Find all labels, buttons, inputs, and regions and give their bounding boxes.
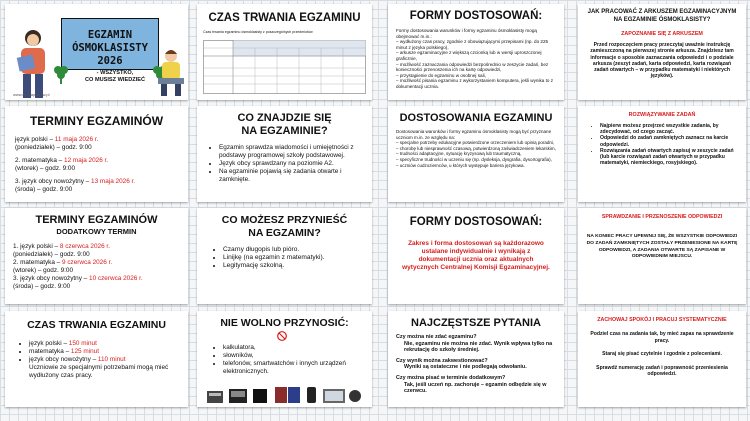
slide-title: CZAS TRWANIA EGZAMINU bbox=[27, 319, 166, 331]
person-illustration bbox=[9, 26, 59, 100]
slide-forms-2[interactable] bbox=[388, 208, 564, 304]
date-label: język polski – bbox=[15, 136, 55, 143]
slide-body: Dostosowania warunków i formy egzaminu ósmoklasisty mogą być przyznane uczniom m.in. ze względu na: – specjalne potrzeby edukacyjne potwierdzone orzeczeniem lub opinią poradni, – chorobę lub niesprawność czasową, potwierdzoną zaświadczeniem lekarskim, – trudności adaptacyjne, sytuację kryzysową lub traumatyczną, – specyficzne trudności w uczeniu się (np. dysleksja, dysgrafia, dysortografia), – uczniów cudzoziemców, u których występuje bariera językowa. bbox=[396, 129, 556, 168]
slide-extra-dates[interactable] bbox=[5, 208, 188, 304]
slide-list bbox=[213, 246, 364, 270]
date-label: 3. język obcy nowożytny – bbox=[15, 178, 92, 185]
list-item: • Legitymację szkolną. bbox=[223, 262, 364, 270]
poster-url[interactable]: www.nikolaplacew.pl bbox=[13, 92, 50, 97]
slide-body: Przed rozpoczęciem pracy przeczytaj uważnie instrukcję zamieszczoną na pierwszej stronie arkusza. Znajdziesz tam informacje o sposobie zaznaczania odpowiedzi i o podziale arkusza (zeszyt zadań, karta odpowiedzi, karta rozwiązań zadań otwartych – w przypadku matematyki i niektórych języków). bbox=[590, 42, 734, 80]
slide-title: NAJCZĘSTSZE PYTANIA bbox=[411, 317, 541, 329]
list-item: • matematyka – 125 minut bbox=[29, 348, 180, 356]
slide-title: TERMINY EGZAMINÓW DODATKOWY TERMIN bbox=[35, 214, 158, 236]
slide-title: NIE WOLNO PRZYNOSIĆ: bbox=[220, 317, 349, 329]
slide-title: CZAS TRWANIA EGZAMINU bbox=[208, 12, 361, 24]
slide-title: CO ZNAJDZIE SIĘ NA EGZAMINIE? bbox=[237, 112, 332, 137]
slide-body bbox=[13, 243, 180, 291]
faq-answer: Tak, jeśli uczeń np. zachoruje – egzamin odbędzie się w czerwcu. bbox=[404, 381, 547, 395]
student-illustration bbox=[155, 48, 187, 98]
slide-stay-calm[interactable] bbox=[578, 311, 746, 407]
slide-body: Zakres i forma dostosowań są każdorazowo ustalane indywidualnie i wynikają z dokumentacji ucznia oraz aktualnych wytycznych Centralnej Komisji Egzaminacyjnej. bbox=[402, 240, 550, 271]
poster-title: EGZAMIN ÓSMOKLASISTY 2026 bbox=[61, 18, 159, 70]
slide-note: Uczniowie ze specjalnymi potrzebami mogą mieć wydłużony czas pracy. bbox=[29, 364, 169, 379]
slide-duration[interactable] bbox=[5, 311, 188, 407]
list-item: • słowników, bbox=[223, 352, 360, 360]
slide-what-to-bring[interactable] bbox=[197, 208, 372, 304]
slide-list bbox=[590, 123, 738, 166]
date-detail: (środa) – godz. 9:00 bbox=[13, 283, 71, 290]
date-label: 1. język polski – bbox=[13, 243, 60, 250]
duration-table-image bbox=[203, 40, 366, 94]
date-value: 12 maja 2026 r. bbox=[64, 157, 109, 164]
date-value: 10 czerwca 2026 r. bbox=[89, 275, 143, 282]
slide-title: FORMY DOSTOSOWAŃ: bbox=[409, 10, 543, 22]
date-value: 11 maja 2026 r. bbox=[54, 136, 99, 143]
date-detail: (środa) – godz. 9:00 bbox=[15, 186, 73, 193]
slide-body: Podziel czas na zadania tak, by mieć zapas na sprawdzenie pracy. Staraj się pisać czytelnie i zgodnie z poleceniami. Sprawdź numerację zadań i poprawność przeniesienia odpowiedzi. bbox=[590, 331, 734, 378]
slide-question: JAK PRACOWAĆ Z ARKUSZEM EGZAMINACYJNYM NA EGZAMINIE ÓSMOKLASISTY? bbox=[587, 9, 737, 23]
date-detail: (poniedziałek) – godz. 9:00 bbox=[15, 144, 92, 151]
list-item: • kalkulatora, bbox=[223, 344, 360, 352]
date-detail: (wtorek) – godz. 9:00 bbox=[13, 267, 74, 274]
list-item: • Na egzaminie pojawią się zadania otwarte i zamknięte. bbox=[219, 168, 364, 184]
list-item: • Najpierw możesz przejrzeć wszystkie zadania, by zdecydować, od czego zacząć. bbox=[600, 123, 738, 135]
slide-title: CO MOŻESZ PRZYNIEŚĆ NA EGZAMIN? bbox=[221, 214, 348, 239]
list-item: • Egzamin sprawdza wiadomości i umiejętności z podstawy programowej szkoły podstawowej. bbox=[219, 144, 364, 160]
date-label: 2. matematyka – bbox=[13, 259, 63, 266]
slide-list bbox=[213, 344, 360, 376]
list-item: • język obcy nowożytny – 110 minut bbox=[29, 356, 180, 364]
slide-list bbox=[209, 144, 364, 184]
slide-adjustments[interactable] bbox=[388, 106, 564, 202]
slide-poster[interactable] bbox=[5, 4, 188, 100]
faq-answer: Wyniki są ostateczne i nie podlegają odwołaniu. bbox=[404, 364, 527, 371]
date-detail: (wtorek) – godz. 9:00 bbox=[15, 165, 76, 172]
faq-list bbox=[396, 334, 556, 395]
slide-body: Formy dostosowania warunków i formy egzaminu ósmoklasisty mogą obejmować m.in.: – wydłużony czas pracy, zgodnie z obowiązującymi przepisami (np. do 225 minut z języka polskiego), – arkusze egzaminacyjne z większą czcionką lub w wersji uproszczonej graficznie, – możliwość zaznaczania odpowiedzi bezpośrednio w zeszycie zadań, bez konieczności przenoszenia ich na kartę odpowiedzi, – przystąpienie do egzaminu w osobnej sali, – możliwość pisania egzaminu z wykorzystaniem komputera, jeśli wynika to z dokumentacji ucznia. bbox=[396, 28, 554, 89]
list-item: • Odpowiedzi do zadań zamkniętych zaznacz na karcie odpowiedzi. bbox=[600, 135, 738, 147]
slide-body: NA KONIEC PRACY UPEWNIJ SIĘ, ŻE WSZYSTKIE ODPOWIEDZI DO ZADAŃ ZAMKNIĘTYCH ZOSTAŁY PRZENIESIONE NA KARTĘ ODPOWIEDZI, A ZADANIA OTWARTE SĄ ZAPISANE W ODPOWIEDNIM MIEJSCU. bbox=[586, 234, 738, 260]
slide-title: FORMY DOSTOSOWAŃ: bbox=[409, 216, 543, 228]
date-value: 8 czerwca 2026 r. bbox=[59, 243, 110, 250]
faq-question: Czy wynik można zakwestionować? bbox=[396, 357, 488, 364]
slide-title: DOSTOSOWANIA EGZAMINU bbox=[399, 112, 553, 124]
slide-heading: SPRAWDZANIE I PRZENOSZENIE ODPOWIEDZI bbox=[601, 214, 723, 220]
date-value: 13 maja 2026 r. bbox=[91, 178, 136, 185]
date-label: 2. matematyka – bbox=[15, 157, 65, 164]
slide-exam-content[interactable] bbox=[197, 106, 372, 202]
faq-question: Czy można pisać w terminie dodatkowym? bbox=[396, 374, 506, 381]
slide-forms-1[interactable] bbox=[388, 4, 564, 100]
slide-exam-dates[interactable] bbox=[5, 106, 188, 202]
list-item: • język polski – 150 minut bbox=[29, 340, 180, 348]
slide-title: TERMINY EGZAMINÓW bbox=[29, 114, 164, 128]
list-item: • Język obcy sprawdzany na poziomie A2. bbox=[219, 160, 364, 168]
slide-body bbox=[15, 136, 178, 194]
date-detail: (poniedziałek) – godz. 9:00 bbox=[13, 251, 90, 258]
poster-subtitle: - WSZYSTKO, CO MUSISZ WIEDZIEĆ bbox=[85, 70, 145, 83]
list-item: • Rozwiązania zadań otwartych zapisuj w zeszycie zadań (lub karcie rozwiązań zadań otwartych w przypadku matematyki, niemieckiego, rosyjskiego). bbox=[600, 148, 738, 167]
date-label: 3. język obcy nowożytny – bbox=[13, 275, 90, 282]
forbidden-devices-illustration bbox=[203, 385, 366, 405]
slide-solving[interactable] bbox=[578, 106, 746, 202]
slide-heading: ZACHOWAJ SPOKÓJ I PRACUJ SYSTEMATYCZNIE bbox=[597, 317, 727, 323]
table-caption: Czas trwania egzaminu ósmoklasisty z poszczególnych przedmiotów bbox=[203, 30, 313, 34]
faq-question: Czy można nie zdać egzaminu? bbox=[396, 334, 477, 340]
list-item: • telefonów, smartwatchów i innych urządzeń elektronicznych. bbox=[223, 360, 360, 376]
slide-checking[interactable] bbox=[578, 208, 746, 304]
slide-heading: ROZWIĄZYWANIE ZADAŃ bbox=[628, 112, 696, 118]
date-value: 9 czerwca 2026 r. bbox=[62, 259, 113, 266]
slide-list bbox=[19, 340, 180, 364]
faq-answer: Nie, egzaminu nie można nie zdać. Wynik wpływa tylko na rekrutację do szkoły średniej. bbox=[404, 340, 553, 354]
slide-duration-table[interactable] bbox=[197, 4, 372, 100]
no-phone-icon bbox=[277, 331, 287, 341]
slide-faq[interactable] bbox=[388, 311, 564, 407]
slide-heading: ZAPOZNANIE SIĘ Z ARKUSZEM bbox=[621, 31, 703, 37]
list-item: • Linijkę (na egzamin z matematyki). bbox=[223, 254, 364, 262]
slide-working-with-sheet[interactable] bbox=[578, 4, 746, 100]
slide-forbidden-items[interactable] bbox=[197, 311, 372, 407]
list-item: • Czarny długopis lub pióro. bbox=[223, 246, 364, 254]
